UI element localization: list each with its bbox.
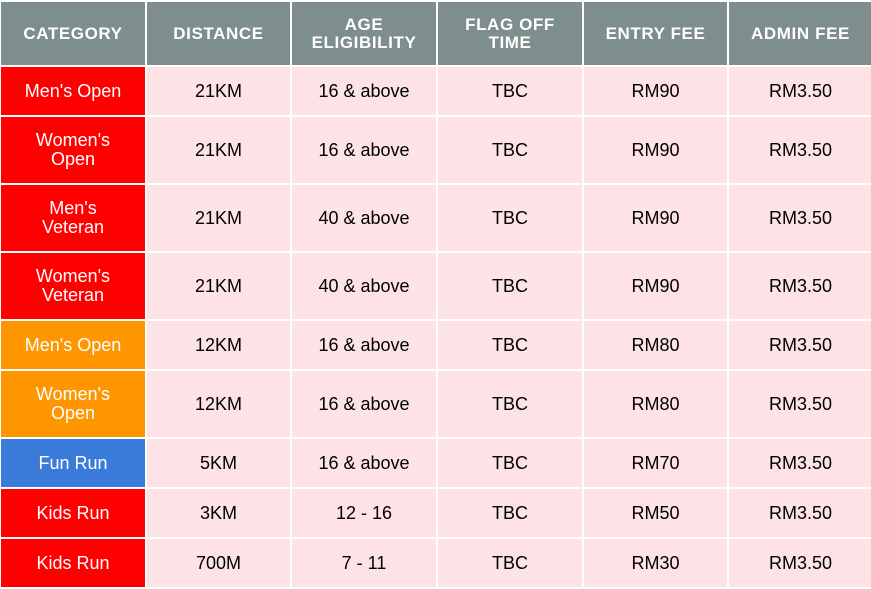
cell-flag-off-time: TBC bbox=[437, 184, 583, 252]
cell-age-eligibility: 16 & above bbox=[291, 66, 437, 116]
cell-entry-fee: RM90 bbox=[583, 184, 728, 252]
cell-admin-fee: RM3.50 bbox=[728, 438, 871, 488]
cell-entry-fee: RM30 bbox=[583, 538, 728, 588]
cell-category: Women's Open bbox=[0, 370, 146, 438]
table-row bbox=[0, 116, 871, 184]
cell-admin-fee: RM3.50 bbox=[728, 252, 871, 320]
table-row bbox=[0, 252, 871, 320]
cell-age-eligibility: 16 & above bbox=[291, 370, 437, 438]
cell-category: Fun Run bbox=[0, 438, 146, 488]
table-row bbox=[0, 370, 871, 438]
header-flag-off-time: FLAG OFF TIME bbox=[437, 1, 583, 66]
cell-category: Kids Run bbox=[0, 488, 146, 538]
header-entry-fee: ENTRY FEE bbox=[583, 1, 728, 66]
cell-flag-off-time: TBC bbox=[437, 538, 583, 588]
cell-admin-fee: RM3.50 bbox=[728, 66, 871, 116]
cell-flag-off-time: TBC bbox=[437, 370, 583, 438]
table-row bbox=[0, 66, 871, 116]
cell-flag-off-time: TBC bbox=[437, 252, 583, 320]
cell-flag-off-time: TBC bbox=[437, 320, 583, 370]
cell-distance: 12KM bbox=[146, 370, 291, 438]
cell-entry-fee: RM70 bbox=[583, 438, 728, 488]
cell-entry-fee: RM90 bbox=[583, 66, 728, 116]
cell-age-eligibility: 16 & above bbox=[291, 116, 437, 184]
cell-flag-off-time: TBC bbox=[437, 438, 583, 488]
cell-age-eligibility: 12 - 16 bbox=[291, 488, 437, 538]
cell-entry-fee: RM50 bbox=[583, 488, 728, 538]
cell-age-eligibility: 40 & above bbox=[291, 252, 437, 320]
cell-age-eligibility: 16 & above bbox=[291, 438, 437, 488]
table-body bbox=[0, 66, 871, 588]
cell-distance: 21KM bbox=[146, 184, 291, 252]
cell-flag-off-time: TBC bbox=[437, 116, 583, 184]
cell-distance: 700M bbox=[146, 538, 291, 588]
cell-distance: 5KM bbox=[146, 438, 291, 488]
table-row bbox=[0, 184, 871, 252]
cell-category: Men's Veteran bbox=[0, 184, 146, 252]
cell-entry-fee: RM80 bbox=[583, 320, 728, 370]
cell-flag-off-time: TBC bbox=[437, 488, 583, 538]
cell-entry-fee: RM90 bbox=[583, 116, 728, 184]
table-row bbox=[0, 538, 871, 588]
cell-entry-fee: RM90 bbox=[583, 252, 728, 320]
cell-age-eligibility: 7 - 11 bbox=[291, 538, 437, 588]
cell-age-eligibility: 40 & above bbox=[291, 184, 437, 252]
header-distance: DISTANCE bbox=[146, 1, 291, 66]
cell-age-eligibility: 16 & above bbox=[291, 320, 437, 370]
header-age-eligibility: AGE ELIGIBILITY bbox=[291, 1, 437, 66]
header-category: CATEGORY bbox=[0, 1, 146, 66]
cell-distance: 12KM bbox=[146, 320, 291, 370]
cell-admin-fee: RM3.50 bbox=[728, 488, 871, 538]
cell-admin-fee: RM3.50 bbox=[728, 370, 871, 438]
cell-entry-fee: RM80 bbox=[583, 370, 728, 438]
cell-admin-fee: RM3.50 bbox=[728, 116, 871, 184]
cell-category: Kids Run bbox=[0, 538, 146, 588]
table-row bbox=[0, 488, 871, 538]
cell-admin-fee: RM3.50 bbox=[728, 320, 871, 370]
cell-distance: 21KM bbox=[146, 66, 291, 116]
table-row bbox=[0, 438, 871, 488]
header-row bbox=[0, 1, 871, 66]
header-admin-fee: ADMIN FEE bbox=[728, 1, 871, 66]
cell-category: Men's Open bbox=[0, 66, 146, 116]
cell-admin-fee: RM3.50 bbox=[728, 184, 871, 252]
cell-distance: 21KM bbox=[146, 116, 291, 184]
cell-distance: 21KM bbox=[146, 252, 291, 320]
cell-category: Men's Open bbox=[0, 320, 146, 370]
cell-admin-fee: RM3.50 bbox=[728, 538, 871, 588]
cell-category: Women's Open bbox=[0, 116, 146, 184]
cell-distance: 3KM bbox=[146, 488, 291, 538]
table-row bbox=[0, 320, 871, 370]
cell-flag-off-time: TBC bbox=[437, 66, 583, 116]
cell-category: Women's Veteran bbox=[0, 252, 146, 320]
